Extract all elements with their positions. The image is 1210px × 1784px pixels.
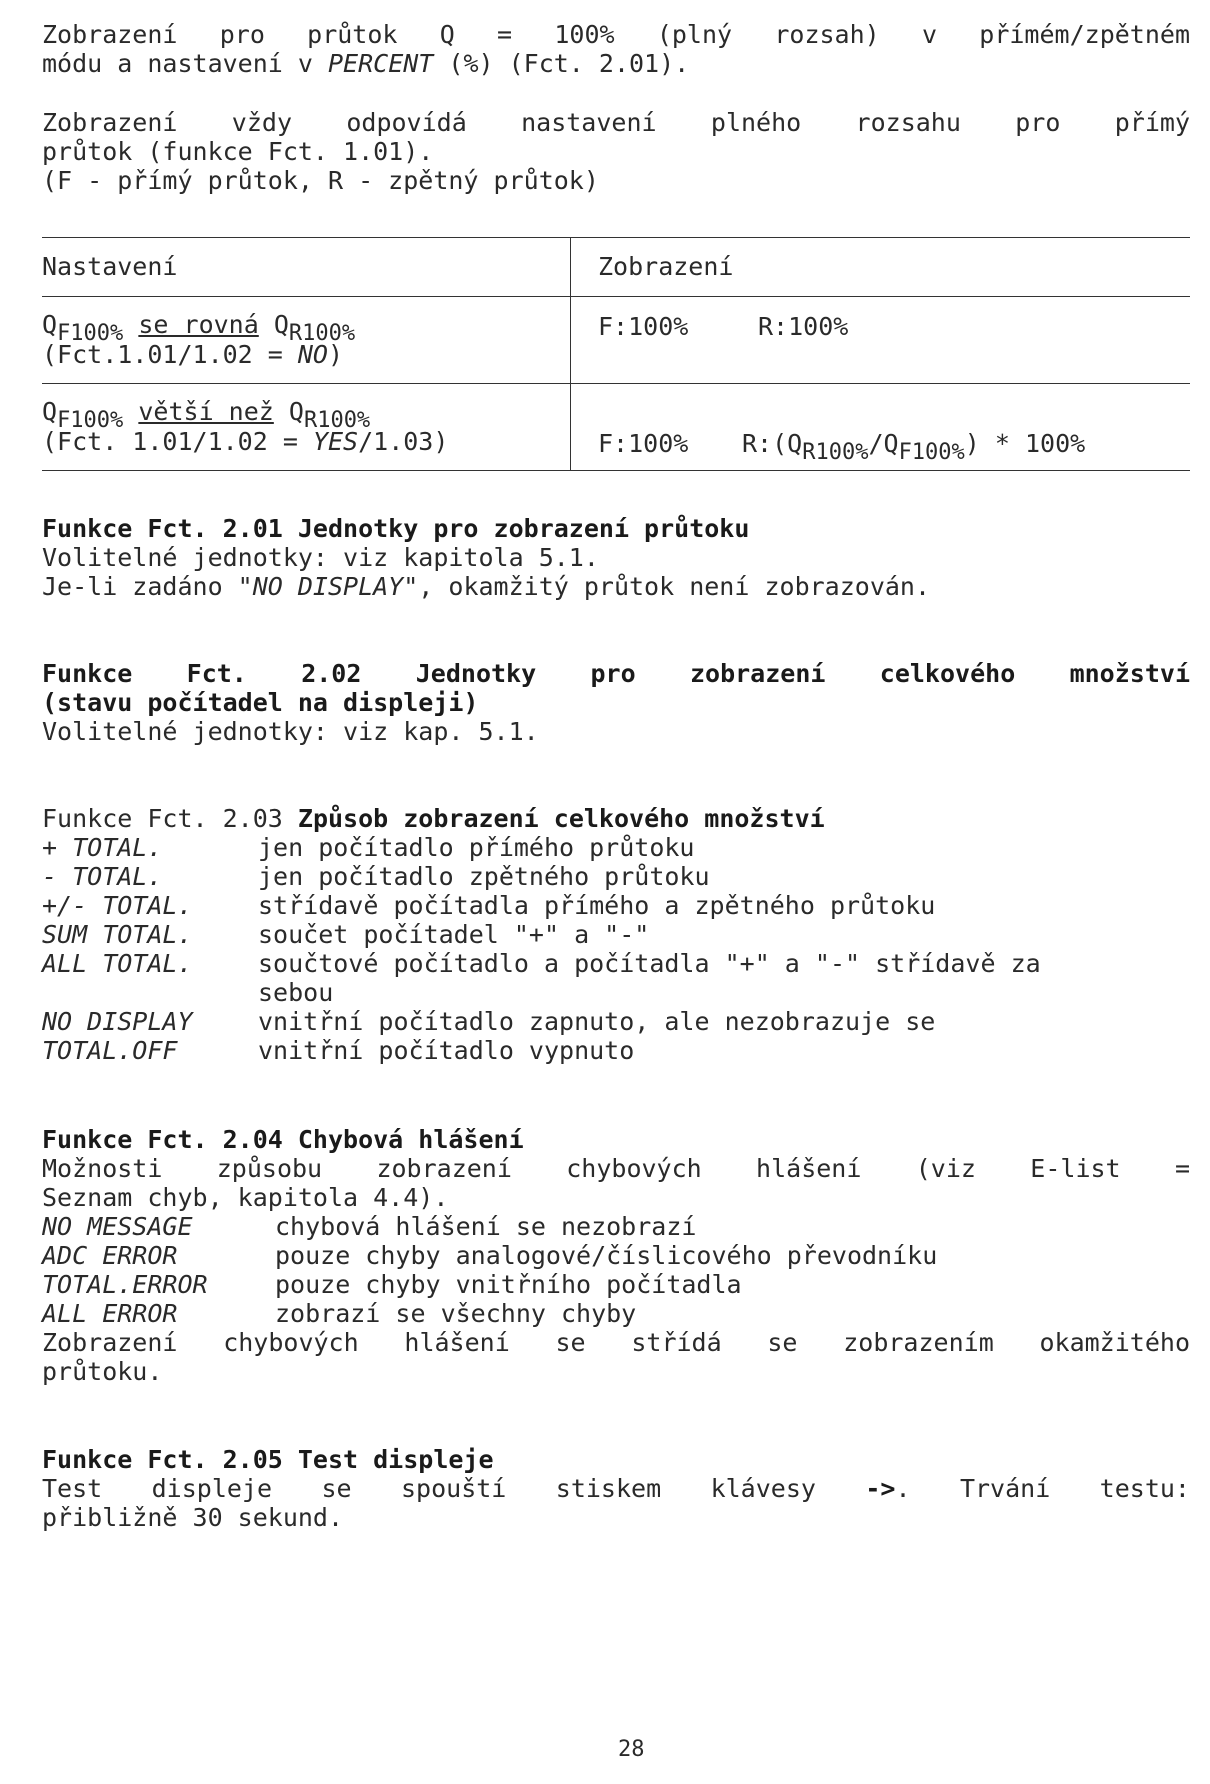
row2-display-f: F:100%: [598, 429, 689, 458]
fct201-line-2b: ", okamžitý průtok není zobrazován.: [403, 572, 931, 601]
row2-fct-b: /1.03): [358, 427, 449, 456]
row2-r-b: /Q: [868, 429, 899, 458]
fct204-line-1: Možnosti způsobu zobrazení chybových hlášení (viz E-list =: [42, 1154, 1190, 1183]
intro-line-2a: módu a nastavení v: [42, 49, 328, 78]
fct204-tail-line-1: Zobrazení chybových hlášení se střídá se zobrazením okamžitého: [42, 1328, 1190, 1357]
row2-sub-f: F100%: [57, 408, 124, 433]
row2-sub-r: R100%: [303, 408, 371, 433]
intro-line-1: Zobrazení pro průtok Q = 100% (plný rozsah) v přímém/zpětném: [42, 20, 1190, 49]
table-header-settings: Nastavení: [42, 252, 178, 281]
fct202-line-1: Volitelné jednotky: viz kap. 5.1.: [42, 717, 539, 746]
row1-relation: se rovná: [138, 310, 259, 339]
fct203-option-desc: součet počítadel "+" a "-": [258, 920, 650, 949]
row2-function: [42, 427, 448, 456]
fct203-heading-b: Způsob zobrazení celkového množství: [282, 804, 825, 833]
row2-r-sub1: R100%: [802, 440, 869, 465]
row1-fct-b: ): [327, 340, 344, 369]
fct204-option-desc: pouze chyby analogové/číslicového převodníku: [275, 1241, 938, 1270]
fct203-option-desc: součtové počítadlo a počítadla "+" a "-" střídavě za: [258, 949, 1041, 978]
fct203-heading-a: Funkce Fct.: [42, 804, 223, 833]
fct203-option: [42, 1007, 935, 1036]
fct202-heading-line-1: Funkce Fct. 2.02 Jednotky pro zobrazení celkového množství: [42, 659, 1190, 688]
fct204-heading: Funkce Fct. 2.04 Chybová hlášení: [42, 1125, 524, 1154]
table-header-rule: [42, 296, 1190, 297]
fct204-option: [42, 1241, 937, 1270]
fct204-option-desc: zobrazí se všechny chyby: [275, 1299, 637, 1328]
row1-display-f: F:100%: [598, 312, 689, 341]
fct205-line-1a: Test displeje se spouští stiskem klávesy: [42, 1474, 866, 1503]
row2-fct-a: (Fct. 1.01/1.02 =: [42, 427, 313, 456]
fct203-option: [42, 1036, 634, 1065]
fct201-line-2: [42, 572, 930, 601]
fct203-option: [42, 833, 695, 862]
row1-sub-r: R100%: [288, 321, 356, 346]
table-top-rule: [42, 237, 1190, 238]
row2-q: Q: [42, 397, 58, 426]
fct203-option-key: +/- TOTAL.: [42, 891, 193, 920]
row2-r-c: ) * 100%: [964, 429, 1086, 458]
table-row-rule: [42, 383, 1190, 384]
intro-para2-line-3: (F - přímý průtok, R - zpětný průtok): [42, 166, 599, 195]
fct205-line-2: přibližně 30 sekund.: [42, 1503, 344, 1532]
fct204-option-key: TOTAL.ERROR: [42, 1270, 208, 1299]
table-column-divider: [570, 237, 571, 470]
intro-para2-line-1: Zobrazení vždy odpovídá nastavení plného rozsahu pro přímý: [42, 108, 1190, 137]
fct203-option-desc: vnitřní počítadlo zapnuto, ale nezobrazuje se: [258, 1007, 936, 1036]
table-header-display: Zobrazení: [598, 252, 734, 281]
fct201-heading: Funkce Fct. 2.01 Jednotky pro zobrazení průtoku: [42, 514, 750, 543]
fct201-line-2a: Je-li zadáno ": [42, 572, 253, 601]
fct203-option: [42, 949, 1041, 978]
row2-display-r: [742, 429, 1086, 465]
arrow-key-label: ->: [865, 1474, 896, 1503]
fct204-option-desc: pouze chyby vnitřního počítadla: [275, 1270, 742, 1299]
intro-line-2b: (%) (Fct. 2.01).: [433, 49, 690, 78]
row1-sub-f: F100%: [57, 321, 124, 346]
row2-r-a: R:(Q: [742, 429, 803, 458]
fct203-option-key: SUM TOTAL.: [42, 920, 193, 949]
percent-setting: PERCENT: [327, 49, 434, 78]
fct204-option-desc: chybová hlášení se nezobrazí: [275, 1212, 697, 1241]
intro-para2-line-2: průtok (funkce Fct. 1.01).: [42, 137, 434, 166]
fct203-option-desc: sebou: [258, 978, 334, 1007]
row1-fct-no: NO: [297, 340, 328, 369]
fct204-option: [42, 1299, 636, 1328]
fct204-option-key: ADC ERROR: [42, 1241, 178, 1270]
row2-q2: Q: [288, 397, 304, 426]
fct203-option: [42, 978, 333, 1007]
fct204-option: [42, 1212, 696, 1241]
fct203-option: [42, 920, 649, 949]
fct204-tail-line-2: průtoku.: [42, 1357, 163, 1386]
fct203-option: [42, 891, 935, 920]
intro-line-2: [42, 49, 689, 78]
fct204-option-key: ALL ERROR: [42, 1299, 178, 1328]
fct205-line-1b: . Trvání testu:: [895, 1474, 1190, 1503]
row1-function: [42, 340, 343, 369]
fct203-option-key: + TOTAL.: [42, 833, 163, 862]
fct204-line-2: Seznam chyb, kapitola 4.4).: [42, 1183, 449, 1212]
fct203-option-desc: vnitřní počítadlo vypnuto: [258, 1036, 635, 1065]
fct203-option-key: NO DISPLAY: [42, 1007, 193, 1036]
fct203-option: [42, 862, 710, 891]
row2-relation: větší než: [138, 397, 274, 426]
row2-fct-yes: YES: [312, 427, 359, 456]
row1-fct-a: (Fct.1.01/1.02 =: [42, 340, 298, 369]
row2-r-sub2: F100%: [898, 440, 965, 465]
row1-q2: Q: [273, 310, 289, 339]
fct203-option-key: ALL TOTAL.: [42, 949, 193, 978]
page-number: 28: [618, 1737, 645, 1762]
row1-display-r: R:100%: [758, 312, 849, 341]
fct202-heading-line-2: (stavu počítadel na displeji): [42, 688, 479, 717]
fct203-option-desc: jen počítadlo zpětného průtoku: [258, 862, 710, 891]
fct204-option-key: NO MESSAGE: [42, 1212, 193, 1241]
fct205-line-1: [42, 1474, 1190, 1503]
fct204-option: [42, 1270, 742, 1299]
fct201-line-1: Volitelné jednotky: viz kapitola 5.1.: [42, 543, 599, 572]
row1-condition: [42, 310, 356, 346]
fct203-heading: [42, 804, 825, 833]
fct203-option-key: TOTAL.OFF: [42, 1036, 178, 1065]
row2-condition: [42, 397, 371, 433]
table-bottom-rule: [42, 470, 1190, 471]
fct203-option-desc: jen počítadlo přímého průtoku: [258, 833, 695, 862]
fct203-option-desc: střídavě počítadla přímého a zpětného průtoku: [258, 891, 936, 920]
fct205-heading: Funkce Fct. 2.05 Test displeje: [42, 1445, 494, 1474]
fct203-heading-num: 2.03: [222, 804, 283, 833]
fct203-option-key: - TOTAL.: [42, 862, 163, 891]
row1-q: Q: [42, 310, 58, 339]
fct201-no-display: NO DISPLAY: [252, 572, 404, 601]
